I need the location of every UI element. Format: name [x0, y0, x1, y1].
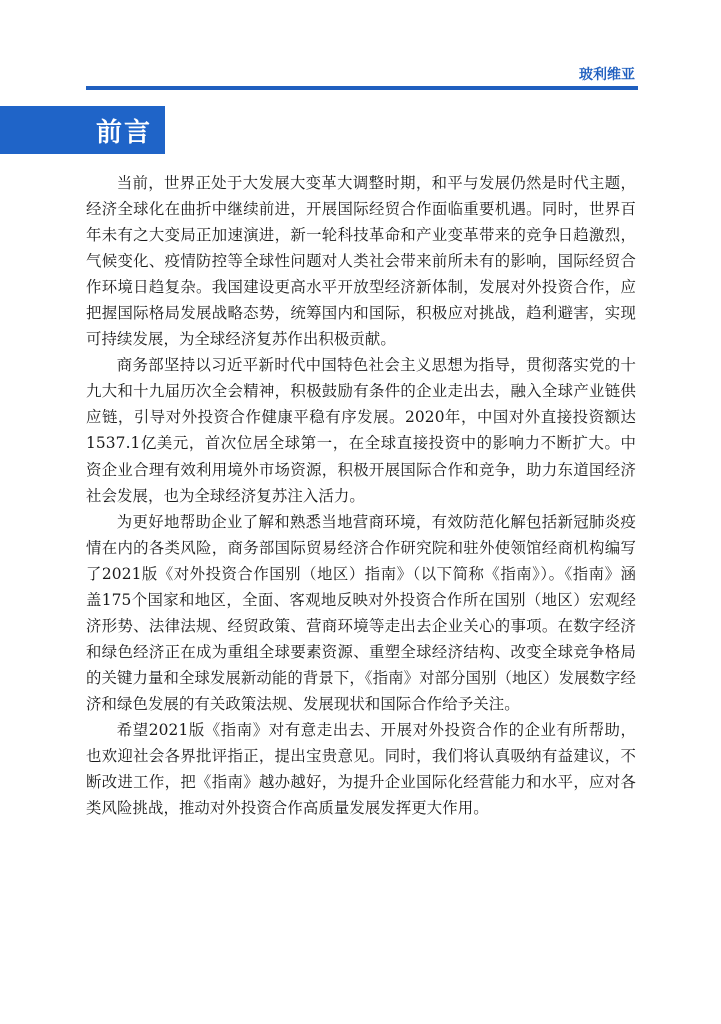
section-title-banner [0, 106, 165, 154]
section-title: 前言 [96, 118, 153, 148]
paragraph: 为更好地帮助企业了解和熟悉当地营商环境，有效防范化解包括新冠肺炎疫情在内的各类风险，商务部国际贸易经济合作研究院和驻外使领馆经商机构编写了2021版《对外投资合作国别（地区）指南》（以下简称《指南》）。《指南》涵盖175个国家和地区，全面、客观地反映对外投资合作所在国别（地区）宏观经济形势、法律法规、经贸政策、营商环境等走出去企业关心的事项。在数字经济和绿色经济正在成为重组全球要素资源、重塑全球经济结构、改变全球竞争格局的关键力量和全球发展新动能的背景下，《指南》对部分国别（地区）发展数字经济和绿色发展的有关政策法规、发展现状和国际合作给予关注。 [86, 512, 636, 713]
paragraph: 当前，世界正处于大发展大变革大调整时期，和平与发展仍然是时代主题，经济全球化在曲折中继续前进，开展国际经贸合作面临重要机遇。同时，世界百年未有之大变局正加速演进，新一轮科技革命和产业变革带来的竞争日趋激烈，气候变化、疫情防控等全球性问题对人类社会带来前所未有的影响，国际经贸合作环境日趋复杂。我国建设更高水平开放型经济新体制，发展对外投资合作，应把握国际格局发展战略态势，统筹国内和国际，积极应对挑战，趋利避害，实现可持续发展，为全球经济复苏作出积极贡献。 [86, 174, 636, 349]
header-divider [86, 86, 638, 90]
paragraph: 希望2021版《指南》对有意走出去、开展对外投资合作的企业有所帮助，也欢迎社会各界批评指正，提出宝贵意见。同时，我们将认真吸纳有益建议，不断改进工作，把《指南》越办越好，为提升企业国际化经营能力和水平，应对各类风险挑战，推动对外投资合作高质量发展发挥更大作用。 [86, 720, 636, 818]
paragraph: 商务部坚持以习近平新时代中国特色社会主义思想为指导，贯彻落实党的十九大和十九届历次全会精神，积极鼓励有条件的企业走出去，融入全球产业链供应链，引导对外投资合作健康平稳有序发展。2020年，中国对外直接投资额达1537.1亿美元，首次位居全球第一，在全球直接投资中的影响力不断扩大。中资企业合理有效利用境外市场资源，积极开展国际合作和竞争，助力东道国经济社会发展，也为全球经济复苏注入活力。 [86, 356, 636, 505]
country-name: 玻利维亚 [579, 67, 635, 83]
preface-body [86, 170, 636, 821]
